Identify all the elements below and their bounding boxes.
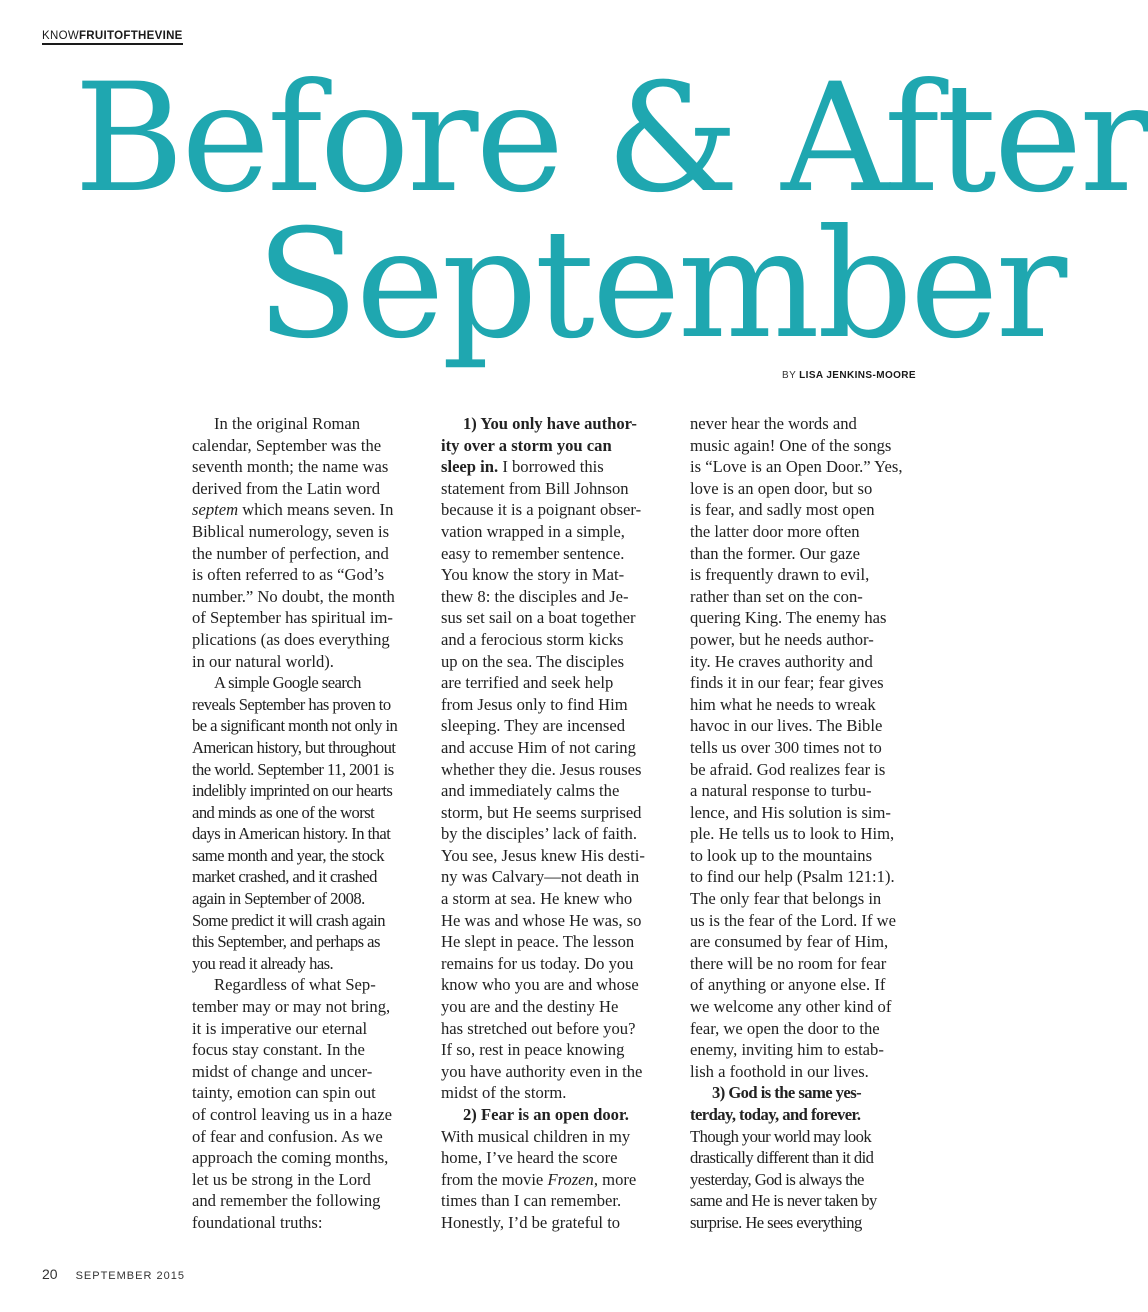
text-line: The only fear that belongs in (690, 889, 882, 909)
paragraph-intro (192, 413, 422, 672)
text-line: midst of the storm. (441, 1083, 567, 1103)
text-line: to find our help (Psalm 121:1). (690, 867, 895, 887)
text-line: from the movie (441, 1169, 548, 1189)
text-line: us is the fear of the Lord. If we (690, 910, 896, 930)
text-column-3 (690, 413, 920, 1234)
subheading-1: 1) You only have author- ity over a storm you can sleep in. (441, 414, 637, 477)
section-prefix: KNOW (42, 30, 79, 42)
page-number: 20 (42, 1266, 58, 1282)
text-line: of September has spiritual im- (192, 608, 393, 628)
text-line: ple. He tells us to look to Him, (690, 824, 895, 844)
text-line: ity. He craves authority and (690, 651, 873, 671)
text-line: surprise. He sees everything (690, 1212, 862, 1232)
text-line: approach the coming months, (192, 1148, 389, 1168)
text-line: Biblical numerology, seven is (192, 521, 390, 541)
text-line: seventh month; the name was (192, 457, 389, 477)
text-line: you are and the destiny He (441, 997, 619, 1017)
subheading-3: 3) God is the same yes- terday, today, and forever. (690, 1083, 862, 1124)
text-line: plications (as does everything (192, 629, 390, 649)
text-line: remains for us today. Do you (441, 953, 634, 973)
text-line: of control leaving us in a haze (192, 1105, 392, 1124)
text-line: If so, rest in peace knowing (441, 1040, 625, 1060)
text-line: to look up to the mountains (690, 845, 873, 865)
text-line: enemy, inviting him to estab- (690, 1040, 884, 1060)
byline-prefix: BY (782, 370, 796, 381)
text-line: because it is a poignant obser- (441, 500, 642, 520)
article-title-line1: Before & After (74, 52, 1148, 226)
paragraph-fear (441, 1104, 666, 1234)
text-line: and minds as one of the worst (192, 802, 375, 822)
text-line: Though your world may look (690, 1126, 872, 1146)
text-line: quering King. The enemy has (690, 608, 887, 628)
text-line: and remember the following (192, 1191, 381, 1211)
text-line: You see, Jesus knew His desti- (441, 845, 645, 865)
text-line: thew 8: the disciples and Je- (441, 586, 629, 606)
text-line: lence, and His solution is sim- (690, 802, 891, 822)
text-line: home, I’ve heard the score (441, 1148, 618, 1168)
text-line: and accuse Him of not caring (441, 737, 636, 757)
section-name: FRUITOFTHEVINE (78, 30, 183, 42)
text-line: and a ferocious storm kicks (441, 629, 624, 649)
italic-word: septem (192, 500, 239, 520)
text-line: never hear the words and (690, 414, 857, 433)
text-line: is frequently drawn to evil, (690, 565, 870, 585)
text-line: in our natural world). (192, 651, 334, 671)
text-line: tainty, emotion can spin out (192, 1083, 376, 1103)
text-line: music again! One of the songs (690, 435, 892, 455)
italic-title: Frozen (547, 1169, 594, 1189)
text-line: foundational truths: (192, 1212, 323, 1232)
text-line: easy to remember sentence. (441, 543, 625, 563)
paragraph-google (192, 672, 422, 974)
section-label (42, 30, 183, 45)
text-line: there will be no room for fear (690, 953, 887, 973)
text-line: sus set sail on a boat together (441, 608, 636, 628)
text-line: same month and year, the stock (192, 845, 385, 865)
text-line: be afraid. God realizes fear is (690, 759, 886, 779)
text-line: a storm at sea. He knew who (441, 889, 633, 909)
text-line: yesterday, God is always the (690, 1169, 864, 1189)
text-line: ny was Calvary—not death in (441, 867, 640, 887)
text-line: tells us over 300 times not to (690, 737, 882, 757)
text-line: number.” No doubt, the month (192, 586, 395, 606)
text-line: has stretched out before you? (441, 1018, 636, 1038)
byline (782, 370, 916, 381)
text-line: and immediately calms the (441, 781, 620, 801)
issue-date: SEPTEMBER 2015 (75, 1270, 185, 1282)
text-line: indelibly imprinted on our hearts (192, 781, 393, 801)
text-line: calendar, September was the (192, 435, 382, 455)
text-line: whether they die. Jesus rouses (441, 759, 642, 779)
paragraph-regardless (192, 974, 422, 1233)
text-line: sleeping. They are incensed (441, 716, 625, 736)
text-column-1 (192, 413, 422, 1234)
article-title-line2: September (256, 198, 1065, 372)
text-line: With musical children in my (441, 1126, 631, 1146)
text-line: He was and whose He was, so (441, 910, 642, 930)
text-line: market crashed, and it crashed (192, 867, 377, 887)
text-line: than the former. Our gaze (690, 543, 861, 563)
paragraph-god-same (690, 1082, 920, 1233)
text-line: I borrowed this (498, 457, 604, 477)
text-line: Regardless of what Sep- (214, 975, 376, 995)
text-line: He slept in peace. The lesson (441, 932, 635, 952)
text-line: statement from Bill Johnson (441, 478, 629, 498)
text-line: lish a foothold in our lives. (690, 1061, 869, 1081)
text-line: is often referred to as “God’s (192, 565, 385, 585)
text-column-2 (441, 413, 666, 1234)
text-line: the latter door more often (690, 521, 860, 541)
text-line: let us be strong in the Lord (192, 1169, 371, 1189)
text-line: is “Love is an Open Door.” Yes, (690, 457, 903, 477)
text-line: Honestly, I’d be grateful to (441, 1212, 621, 1232)
text-line: fear, we open the door to the (690, 1018, 880, 1038)
text-line: by the disciples’ lack of faith. (441, 824, 637, 844)
text-line: are terrified and seek help (441, 673, 614, 693)
text-line: you have authority even in the (441, 1061, 643, 1081)
text-line: up on the sea. The disciples (441, 651, 625, 671)
text-line: tember may or may not bring, (192, 997, 391, 1017)
text-line: midst of change and uncer- (192, 1061, 373, 1081)
text-line: we welcome any other kind of (690, 997, 892, 1017)
text-line: havoc in our lives. The Bible (690, 716, 883, 736)
text-line: the world. September 11, 2001 is (192, 759, 394, 779)
author-name: LISA JENKINS-MOORE (799, 370, 916, 381)
text-line: are consumed by fear of Him, (690, 932, 889, 952)
paragraph-fear-continued (690, 413, 920, 1082)
text-line: finds it in our fear; fear gives (690, 673, 884, 693)
text-line: from Jesus only to find Him (441, 694, 628, 714)
subheading-2: 2) Fear is an open door. (463, 1105, 629, 1124)
text-line: focus stay constant. In the (192, 1040, 365, 1060)
text-line: is fear, and sadly most open (690, 500, 875, 520)
text-line: You know the story in Mat- (441, 565, 625, 585)
text-line: Some predict it will crash again (192, 910, 385, 930)
text-line: which means seven. In (238, 500, 394, 520)
text-line: reveals September has proven to (192, 694, 391, 714)
paragraph-authority (441, 413, 666, 1104)
text-line: it is imperative our eternal (192, 1018, 368, 1038)
text-line: storm, but He seems surprised (441, 802, 642, 822)
text-line: again in September of 2008. (192, 889, 365, 909)
text-line: rather than set on the con- (690, 586, 863, 606)
text-line: , more (593, 1169, 637, 1189)
text-line: In the original Roman (214, 414, 361, 433)
text-line: power, but he needs author- (690, 629, 874, 649)
text-line: derived from the Latin word (192, 478, 381, 498)
text-line: same and He is never taken by (690, 1191, 877, 1211)
text-line: of fear and confusion. As we (192, 1126, 383, 1146)
text-line: drastically different than it did (690, 1148, 874, 1168)
text-line: days in American history. In that (192, 824, 391, 844)
text-line: vation wrapped in a simple, (441, 521, 625, 541)
page-footer (42, 1266, 185, 1284)
text-line: know who you are and whose (441, 975, 639, 995)
text-line: A simple Google search (214, 673, 361, 693)
text-line: this September, and perhaps as (192, 932, 380, 952)
text-line: the number of perfection, and (192, 543, 389, 563)
text-line: him what he needs to wreak (690, 694, 876, 714)
text-line: you read it already has. (192, 953, 334, 973)
text-line: of anything or anyone else. If (690, 975, 886, 995)
text-line: a natural response to turbu- (690, 781, 872, 801)
text-line: American history, but throughout (192, 737, 396, 757)
text-line: times than I can remember. (441, 1191, 622, 1211)
text-line: love is an open door, but so (690, 478, 873, 498)
text-line: be a significant month not only in (192, 716, 398, 736)
